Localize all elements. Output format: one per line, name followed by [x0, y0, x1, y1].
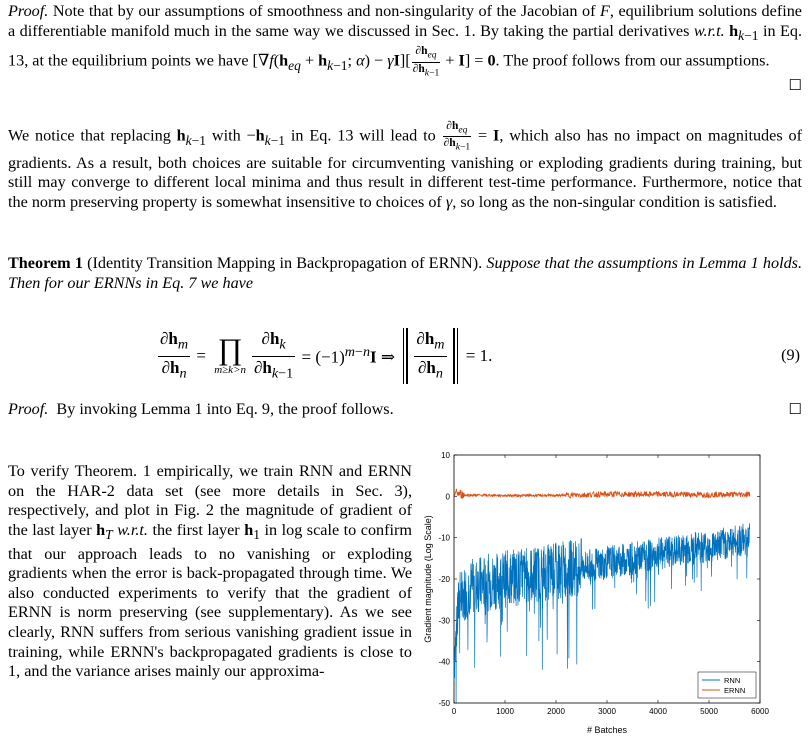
equation-9: $\frac{\partial h_m}{\partial h_n}$ = ∏ m≥k>n $\frac{\partial h_k}{\partial h_{k-1}}$ = $(-1)^{m-n}I$ ⇒ $\frac{\partial h_m}{\partial h_n}$ = 1. (9) — [0, 326, 808, 386]
y-tick-label: 0 — [445, 492, 450, 502]
y-tick-label: -30 — [438, 616, 450, 626]
x-tick-label: 0 — [451, 707, 457, 716]
legend-label: RNN — [724, 676, 741, 685]
x-tick-label: 5000 — [700, 707, 718, 716]
proof-label: Proof. — [8, 2, 49, 20]
theorem-1 — [8, 254, 802, 293]
y-tick-label: -50 — [438, 699, 450, 708]
theorem-label: Theorem 1 — [8, 254, 83, 272]
gradient-chart — [420, 446, 804, 742]
x-tick-label: 3000 — [598, 707, 616, 716]
legend-label: ERNN — [724, 686, 746, 695]
x-tick-label: 6000 — [751, 707, 769, 716]
y-tick-label: -10 — [438, 533, 450, 543]
theorem-body: Suppose that the assumptions in Lemma 1 holds. Then for our ERNNs in Eq. 7 we have — [8, 254, 803, 292]
equation-number: (9) — [781, 346, 800, 364]
y-axis-label: Gradient magnitude (Log Scale) — [423, 515, 433, 643]
legend — [698, 672, 756, 698]
qed-symbol: ☐ — [788, 402, 802, 418]
proof-paragraph-1: Proof. Note that by our assumptions of smoothness and non-singularity of the Jacobian of F, equilibrium solutions define a differentiable manifold much in the same way we discussed in Sec. 1. By taking the partial derivatives w.r.t. $h_{k-1}$ in Eq. 13, at the equilibrium points we have [$\nabla f(h_{eq} + h_{k-1}$; α) − γI][ $\frac{\partial h_{eq}}{\partial h_{k-1}}$ + I] = 0. The proof follows from our assumptions. — [8, 2, 803, 79]
inline-fraction: $\frac{\partial h_{eq}}{\partial h_{k-1}}$ — [412, 45, 440, 79]
x-axis-label: # Batches — [586, 725, 628, 735]
proof-label: Proof. — [8, 400, 49, 418]
y-tick-label: -20 — [438, 575, 450, 584]
qed-symbol: ☐ — [788, 78, 802, 94]
y-tick-label: 10 — [441, 451, 450, 460]
paragraph-verify-theorem: To verify Theorem. 1 empirically, we train RNN and ERNN on the HAR-2 data set (see more details in Sec. 3), respectively, and plot in Fig. 2 the magnitude of gradient of the last layer $h_T$ w.r.t. the first layer $h_1$ in log scale to confirm that our approach leads to no vanishing or exploding gradients when the error is back-propagated through time. We also conducted experiments to verify that the gradient of ERNN is norm preserving (see supplementary). As we see clearly, RNN suffers from serious vanishing gradient issue in training, while ERNN's backpropagated gradients is close to 1, and the variance arises mainly our approxima- — [8, 462, 413, 681]
theorem-name: (Identity Transition Mapping in Backpropagation of ERNN). — [87, 254, 483, 272]
gradient-figure — [420, 446, 804, 742]
x-tick-label: 4000 — [649, 707, 667, 716]
x-tick-label: 1000 — [496, 707, 514, 716]
y-tick-label: -40 — [438, 657, 450, 667]
x-tick-label: 2000 — [547, 707, 565, 716]
paragraph-replacing: We notice that replacing $h_{k-1}$ with $-h_{k-1}$ in Eq. 13 will lead to $\frac{\partial h_{eq}}{\partial h_{k-1}}$ = I, which also has no impact on magnitudes of gradients. As a result, both choices are suitable for circumventing vanishing or exploding gradients during training, but still may converge to different local minima and thus result in different test-time performance. Furthermore, notice that the norm preserving property is somewhat insensitive to choices of γ, so long as the non-singular condition is satisfied. — [8, 120, 802, 211]
proof-paragraph-2: Proof. By invoking Lemma 1 into Eq. 9, the proof follows. — [8, 400, 394, 418]
